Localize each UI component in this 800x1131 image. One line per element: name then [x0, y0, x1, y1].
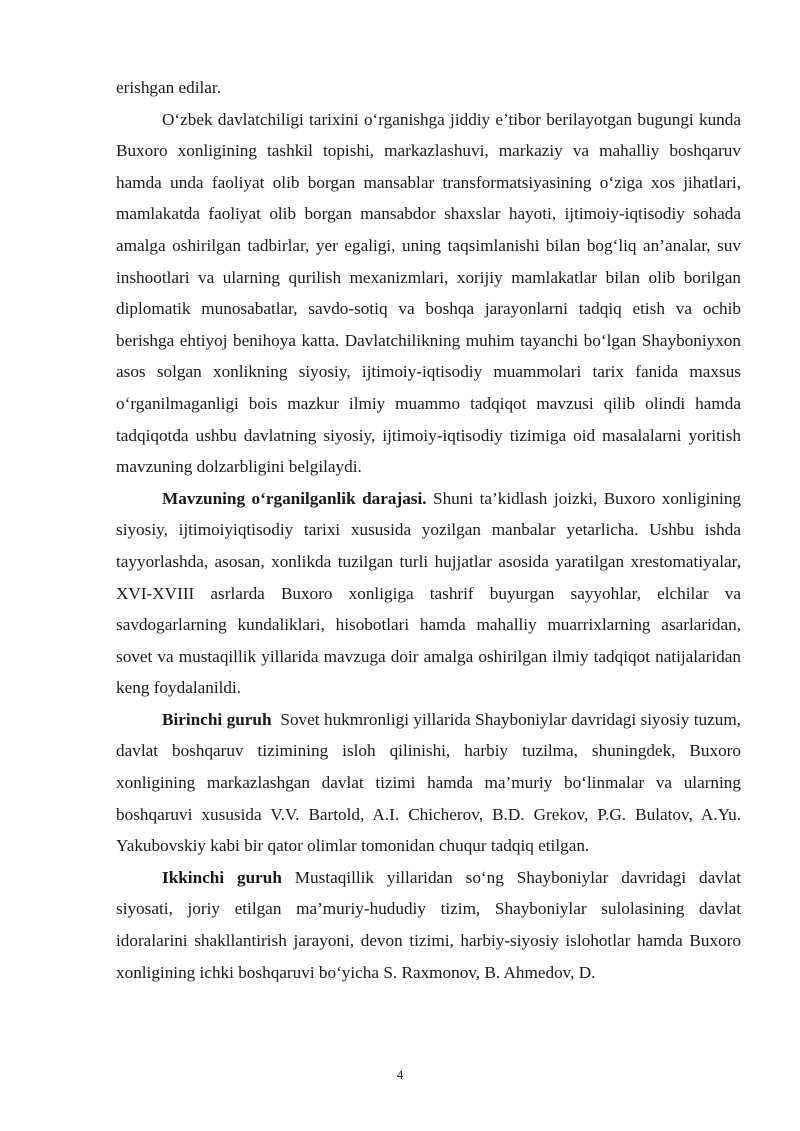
- paragraph-lead: Ikkinchi guruh: [162, 867, 282, 887]
- paragraph-lead: Mavzuning o‘rganilganlik darajasi.: [162, 488, 427, 508]
- paragraph-first-group: [116, 704, 746, 862]
- paragraph-text: O‘zbek davlatchiligi tarixini o‘rganishga jiddiy e’tibor berilayotgan bugungi kunda Buxoro xonligining tashkil topishi, markazlashuvi, markaziy va mahalliy boshqaruv hamda unda faoliyat olib borgan mansablar transformatsiyasining o‘ziga xos jihatlari, mamlakatda faoliyat olib borgan mansabdor shaxslar hayoti, ijtimoiy-iqtisodiy sohada amalga oshirilgan tadbirlar, yer egaligi, uning taqsimlanishi bilan bog‘liq an’analar, suv inshootlari va ularning qurilish mexanizmlari, xorijiy mamlakatlar bilan olib borilgan diplomatik munosabatlar, savdo-sotiq va boshqa jarayonlarni tadqiq etish va ochib berishga ehtiyoj benihoya katta. Davlatchilikning muhim tayanchi bo‘lgan Shayboniyxon asos solgan xonlikning siyosiy, ijtimoiy-iqtisodiy muammolari tarix fanida maxsus o‘rganilmaganligi bois mazkur ilmiy muammo tadqiqot mavzusi qilib olindi hamda tadqiqotda ushbu davlatning siyosiy, ijtimoiy-iqtisodiy tizimiga oid masalalarni yoritish mavzuning dolzarbligini belgilaydi.: [116, 109, 741, 477]
- paragraph-text: Mustaqillik yillaridan so‘ng Shayboniylar davridagi davlat siyosati, joriy etilgan ma’muriy-hududiy tizim, Shayboniylar sulolasining davlat idoralarini shakllantirish jarayoni, devon tizimi, harbiy-siyosiy islohotlar hamda Buxoro xonligining ichki boshqaruvi bo‘yicha S. Raxmonov, B. Ahmedov, D.: [116, 867, 741, 982]
- paragraph-relevance: [116, 104, 741, 483]
- paragraph-continuation: [116, 72, 741, 104]
- paragraph-text: Shuni ta’kidlash joizki, Buxoro xonligining siyosiy, ijtimoiyiqtisodiy tarixi xususida yozilgan manbalar yetarlicha. Ushbu ishda tayyorlashda, asosan, xonlikda tuzilgan turli hujjatlar asosida yaratilgan xrestomatiyalar, XVI-XVIII asrlarda Buxoro xonligiga tashrif buyurgan sayyohlar, elchilar va savdogarlarning kundaliklari, hisobotlari hamda mahalliy muarrixlarning asarlaridan, sovet va mustaqillik yillarida mavzuga doir amalga oshirilgan ilmiy tadqiqot natijalaridan keng foydalanildi.: [116, 488, 742, 698]
- paragraph-lead: Birinchi guruh: [162, 709, 272, 729]
- paragraph-text: erishgan edilar.: [116, 78, 221, 97]
- paragraph-text: Sovet hukmronligi yillarida Shayboniylar davridagi siyosiy tuzum, davlat boshqaruv tizimining isloh qilinishi, harbiy tuzilma, shuningdek, Buxoro xonligining markazlashgan davlat tizimi hamda ma’muriy bo‘linmalar va ularning boshqaruvi xususida V.V. Bartold, A.I. Chicherov, B.D. Grekov, P.G. Bulatov, A.Yu. Yakubovskiy kabi bir qator olimlar tomonidan chuqur tadqiq etilgan.: [116, 709, 746, 856]
- body-text: [116, 72, 746, 988]
- paragraph-study-degree: [116, 483, 741, 704]
- page-number: 4: [396, 1067, 404, 1082]
- paragraph-second-group: [116, 862, 741, 988]
